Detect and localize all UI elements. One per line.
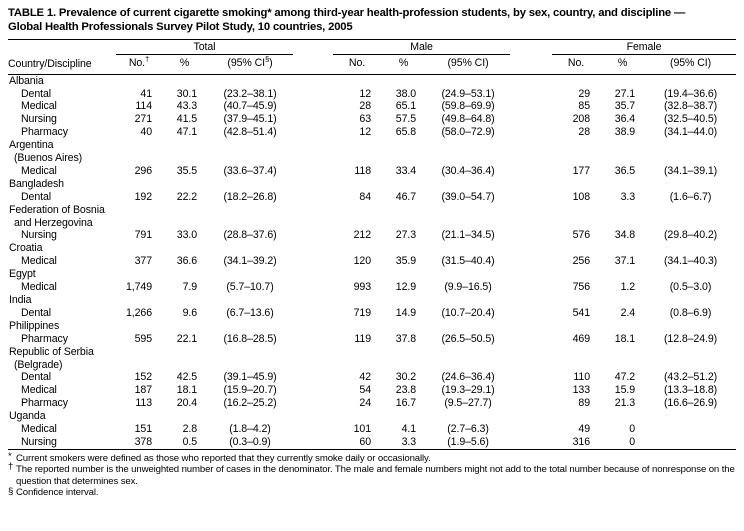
female-no: 541 xyxy=(572,306,591,319)
table-row xyxy=(8,165,736,178)
total-no: 378 xyxy=(134,435,152,448)
female-ci: (34.1–40.3) xyxy=(663,255,718,268)
prevalence-table xyxy=(8,40,736,449)
table-row-country-heading xyxy=(8,268,736,281)
row-gap-2 xyxy=(510,397,552,410)
female-ci: (43.2–51.2) xyxy=(663,371,718,384)
row-gap-2 xyxy=(510,384,552,397)
footnote xyxy=(8,461,736,487)
total-pct: 22.2 xyxy=(176,190,197,203)
male-ci: (59.8–69.9) xyxy=(441,100,495,113)
table-row xyxy=(8,281,736,294)
total-no: 41 xyxy=(140,87,152,100)
country-name: Philippines xyxy=(9,319,60,332)
discipline-name: Medical xyxy=(21,100,57,113)
row-gap-1 xyxy=(293,397,333,410)
male-no: 24 xyxy=(359,397,371,410)
row-gap-2 xyxy=(510,333,552,346)
female-ci: (32.8–38.7) xyxy=(663,100,718,113)
male-ci: (2.7–6.3) xyxy=(447,423,489,436)
country-heading-filler xyxy=(116,178,736,191)
female-ci: (0.5–3.0) xyxy=(669,281,712,294)
total-no: 296 xyxy=(134,164,152,177)
female-ci: (0.8–6.9) xyxy=(669,306,712,319)
table-row-country-heading xyxy=(8,359,736,372)
table-head xyxy=(8,40,736,75)
female-no: 469 xyxy=(572,332,591,345)
row-gap-2 xyxy=(510,423,552,436)
column-header-male-no: No. xyxy=(348,56,366,69)
row-gap-2 xyxy=(510,100,552,113)
discipline-name: Nursing xyxy=(21,435,57,448)
table-row xyxy=(8,307,736,320)
table-row xyxy=(8,423,736,436)
row-gap-2 xyxy=(510,371,552,384)
total-ci: (6.7–13.6) xyxy=(226,306,274,319)
male-pct: 16.7 xyxy=(395,397,416,410)
total-pct: 22.1 xyxy=(176,332,197,345)
group-header-female: Female xyxy=(552,40,736,55)
discipline-name: Pharmacy xyxy=(21,332,68,345)
country-name: Albania xyxy=(9,74,44,87)
total-pct: 43.3 xyxy=(176,100,197,113)
female-pct: 27.1 xyxy=(614,87,636,100)
country-name: Croatia xyxy=(9,242,43,255)
column-header-male-ci: (95% CI) xyxy=(447,56,489,69)
table-row-country-heading xyxy=(8,217,736,230)
discipline-name: Medical xyxy=(21,281,57,294)
total-pct: 9.6 xyxy=(182,306,197,319)
male-ci: (9.5–27.7) xyxy=(444,397,492,410)
total-ci-footnote-mark: § xyxy=(265,54,270,64)
table-row xyxy=(8,88,736,101)
total-no-text: No. xyxy=(128,56,146,69)
row-gap-1 xyxy=(293,165,333,178)
row-gap-2 xyxy=(510,126,552,139)
row-gap-1 xyxy=(293,423,333,436)
row-gap-2 xyxy=(510,191,552,204)
female-pct: 0 xyxy=(629,423,636,436)
table-row-country-heading xyxy=(8,346,736,359)
footnote-marker: § xyxy=(8,486,14,498)
total-no: 152 xyxy=(134,371,152,384)
table-row xyxy=(8,191,736,204)
total-no-footnote-mark: † xyxy=(145,54,150,64)
row-gap-1 xyxy=(293,113,333,126)
female-no: 316 xyxy=(572,435,591,448)
row-gap-2 xyxy=(510,307,552,320)
country-heading-filler xyxy=(116,346,736,359)
discipline-name: Nursing xyxy=(21,229,57,242)
country-heading-filler xyxy=(116,152,736,165)
total-ci: (34.1–39.2) xyxy=(223,255,277,268)
male-no: 42 xyxy=(359,371,371,384)
country-heading-filler xyxy=(116,410,736,423)
male-ci: (9.9–16.5) xyxy=(444,281,492,294)
male-no: 28 xyxy=(359,100,371,113)
total-ci: (5.7–10.7) xyxy=(226,281,274,294)
total-ci: (1.8–4.2) xyxy=(229,423,271,436)
total-no: 113 xyxy=(135,397,152,410)
footnotes xyxy=(8,450,736,499)
male-ci: (24.9–53.1) xyxy=(441,87,495,100)
male-ci: (39.0–54.7) xyxy=(441,190,495,203)
country-heading-filler xyxy=(116,204,736,217)
row-gap-1 xyxy=(293,88,333,101)
female-no: 49 xyxy=(578,423,591,436)
male-no: 212 xyxy=(353,229,371,242)
female-no: 85 xyxy=(578,100,591,113)
female-pct: 2.4 xyxy=(620,306,636,319)
total-ci-text: (95% CI xyxy=(227,56,265,69)
table-row-country-heading xyxy=(8,410,736,423)
total-pct: 41.5 xyxy=(176,113,197,126)
total-pct: 2.8 xyxy=(182,423,197,436)
female-pct: 36.5 xyxy=(614,164,636,177)
total-ci: (40.7–45.9) xyxy=(223,100,277,113)
total-pct: 20.4 xyxy=(176,397,197,410)
row-gap-2 xyxy=(510,88,552,101)
country-name: Argentina xyxy=(9,139,54,152)
country-name: Uganda xyxy=(9,410,46,423)
table-row xyxy=(8,397,736,410)
row-gap-2 xyxy=(510,229,552,242)
female-pct: 34.8 xyxy=(614,229,636,242)
male-pct: 23.8 xyxy=(395,384,416,397)
total-no: 187 xyxy=(134,384,152,397)
table-row xyxy=(8,100,736,113)
column-header-row xyxy=(8,54,736,71)
footnote xyxy=(8,487,736,498)
country-heading-filler xyxy=(116,268,736,281)
male-ci: (10.7–20.4) xyxy=(441,306,495,319)
discipline-name: Dental xyxy=(21,306,52,319)
table-row xyxy=(8,436,736,449)
female-pct: 15.9 xyxy=(614,384,636,397)
female-ci: (34.1–39.1) xyxy=(663,164,718,177)
male-no: 84 xyxy=(359,190,371,203)
total-ci: (0.3–0.9) xyxy=(229,435,271,448)
male-pct: 12.9 xyxy=(395,281,416,294)
female-no: 256 xyxy=(572,255,591,268)
male-no: 719 xyxy=(353,306,371,319)
male-pct: 38.0 xyxy=(395,87,416,100)
female-pct: 0 xyxy=(629,435,636,448)
male-ci: (19.3–29.1) xyxy=(441,384,495,397)
footnote-text: Current smokers were defined as those who reported that they currently smoke daily or occasionally. xyxy=(16,452,431,464)
total-ci-close: ) xyxy=(269,56,273,69)
total-no: 377 xyxy=(134,255,152,268)
total-pct: 42.5 xyxy=(176,371,197,384)
male-ci: (31.5–40.4) xyxy=(441,255,495,268)
column-header-total-pct: % xyxy=(179,56,190,69)
total-pct: 30.1 xyxy=(176,87,197,100)
female-pct: 36.4 xyxy=(614,113,636,126)
female-pct: 21.3 xyxy=(614,397,636,410)
male-no: 63 xyxy=(359,113,371,126)
group-gap-2 xyxy=(510,40,552,55)
female-no: 133 xyxy=(572,384,591,397)
table-row xyxy=(8,371,736,384)
table-row-country-heading xyxy=(8,320,736,333)
country-heading-filler xyxy=(116,242,736,255)
male-pct: 4.1 xyxy=(401,423,416,436)
male-pct: 37.8 xyxy=(395,332,416,345)
country-name: Bangladesh xyxy=(9,177,64,190)
row-gap-1 xyxy=(293,371,333,384)
female-pct: 38.9 xyxy=(614,126,636,139)
discipline-name: Dental xyxy=(21,371,52,384)
table-row-country-heading xyxy=(8,242,736,255)
group-header-total: Total xyxy=(116,40,293,55)
male-ci: (58.0–72.9) xyxy=(441,126,495,139)
table-row xyxy=(8,229,736,242)
row-gap-1 xyxy=(293,191,333,204)
male-pct: 3.3 xyxy=(401,435,416,448)
male-no: 54 xyxy=(359,384,371,397)
male-pct: 46.7 xyxy=(395,190,416,203)
country-name: and Herzegovina xyxy=(14,216,93,229)
total-ci: (42.8–51.4) xyxy=(223,126,277,139)
total-pct: 0.5 xyxy=(182,435,197,448)
total-ci: (15.9–20.7) xyxy=(223,384,277,397)
column-header-total-ci xyxy=(207,54,293,71)
total-no: 192 xyxy=(134,190,152,203)
country-heading-filler xyxy=(116,320,736,333)
column-header-male-pct: % xyxy=(398,56,409,69)
total-pct: 18.1 xyxy=(176,384,197,397)
male-pct: 27.3 xyxy=(395,229,416,242)
column-header-country-discipline: Country/Discipline xyxy=(8,57,92,70)
discipline-name: Dental xyxy=(21,190,52,203)
country-name: India xyxy=(9,294,32,306)
male-pct: 14.9 xyxy=(395,306,416,319)
male-ci: (26.5–50.5) xyxy=(441,332,495,345)
male-no: 993 xyxy=(353,281,371,294)
row-gap-2 xyxy=(510,113,552,126)
country-name: (Buenos Aires) xyxy=(14,152,83,165)
discipline-name: Pharmacy xyxy=(21,397,68,410)
table-row-country-heading xyxy=(8,294,736,307)
country-heading-filler xyxy=(116,294,736,307)
total-no: 1,266 xyxy=(125,306,152,319)
female-no: 756 xyxy=(572,281,591,294)
table-row-country-heading xyxy=(8,74,736,87)
total-ci: (16.8–28.5) xyxy=(223,332,277,345)
female-ci: (19.4–36.6) xyxy=(663,87,718,100)
male-no: 120 xyxy=(353,255,371,268)
total-ci: (33.6–37.4) xyxy=(223,164,277,177)
male-ci: (21.1–34.5) xyxy=(441,229,495,242)
total-ci: (23.2–38.1) xyxy=(223,87,277,100)
total-no: 271 xyxy=(134,113,152,126)
discipline-name: Medical xyxy=(21,423,57,436)
group-header-male: Male xyxy=(333,40,510,55)
female-no: 576 xyxy=(572,229,591,242)
row-gap-2 xyxy=(510,255,552,268)
table-row-country-heading xyxy=(8,178,736,191)
table-bottom-rule xyxy=(8,449,736,450)
male-no: 12 xyxy=(359,87,371,100)
female-ci: (12.8–24.9) xyxy=(663,332,718,345)
footnote-marker: † xyxy=(8,461,14,473)
country-name: Egypt xyxy=(9,268,36,281)
total-ci: (28.8–37.6) xyxy=(223,229,277,242)
table-title-line-2: Global Health Professionals Survey Pilot Study, 10 countries, 2005 xyxy=(8,21,353,34)
female-ci: (13.3–18.8) xyxy=(663,384,718,397)
male-ci: (24.6–36.4) xyxy=(441,371,495,384)
header-gap-2 xyxy=(510,54,552,71)
row-gap-1 xyxy=(293,384,333,397)
female-no: 28 xyxy=(578,126,591,139)
country-name: Republic of Serbia xyxy=(9,345,94,358)
table-row-country-heading xyxy=(8,152,736,165)
row-gap-1 xyxy=(293,126,333,139)
table-row xyxy=(8,333,736,346)
row-gap-1 xyxy=(293,255,333,268)
male-pct: 65.8 xyxy=(395,126,416,139)
row-gap-1 xyxy=(293,281,333,294)
total-pct: 7.9 xyxy=(182,281,197,294)
total-pct: 47.1 xyxy=(176,126,197,139)
male-pct: 30.2 xyxy=(395,371,416,384)
female-no: 29 xyxy=(578,87,591,100)
table-row xyxy=(8,126,736,139)
male-no: 60 xyxy=(359,435,371,448)
total-pct: 36.6 xyxy=(176,255,197,268)
column-header-total-no xyxy=(116,54,162,71)
discipline-name: Medical xyxy=(21,255,57,268)
male-no: 118 xyxy=(354,164,371,177)
row-gap-1 xyxy=(293,100,333,113)
table-row xyxy=(8,384,736,397)
country-heading-filler xyxy=(116,139,736,152)
total-no: 151 xyxy=(134,423,152,436)
table-row-country-heading xyxy=(8,139,736,152)
female-no: 208 xyxy=(572,113,591,126)
column-header-female-ci: (95% CI) xyxy=(670,56,712,69)
male-pct: 57.5 xyxy=(395,113,416,126)
female-pct: 47.2 xyxy=(614,371,636,384)
row-gap-2 xyxy=(510,436,552,449)
column-header-female-pct: % xyxy=(617,56,628,69)
discipline-name: Nursing xyxy=(21,113,57,126)
female-pct: 3.3 xyxy=(620,190,636,203)
male-ci: (1.9–5.6) xyxy=(447,435,489,448)
total-ci: (18.2–26.8) xyxy=(223,190,277,203)
discipline-name: Medical xyxy=(21,384,57,397)
total-no: 40 xyxy=(140,126,152,139)
country-heading-filler xyxy=(116,74,736,87)
total-no: 791 xyxy=(134,229,152,242)
row-gap-1 xyxy=(293,333,333,346)
male-no: 12 xyxy=(359,126,371,139)
male-pct: 33.4 xyxy=(395,164,416,177)
male-pct: 35.9 xyxy=(395,255,416,268)
table-row xyxy=(8,255,736,268)
footnote-text: Confidence interval. xyxy=(16,487,99,499)
row-gap-2 xyxy=(510,281,552,294)
total-pct: 35.5 xyxy=(176,164,197,177)
row-gap-1 xyxy=(293,307,333,320)
column-header-female-no: No. xyxy=(567,56,585,69)
group-header-spacer xyxy=(8,40,116,55)
country-heading-filler xyxy=(116,217,736,230)
header-gap-1 xyxy=(293,54,333,71)
total-pct: 33.0 xyxy=(176,229,197,242)
male-ci: (49.8–64.8) xyxy=(441,113,495,126)
row-gap-1 xyxy=(293,229,333,242)
country-name: Federation of Bosnia xyxy=(9,203,105,216)
table-row-country-heading xyxy=(8,204,736,217)
country-heading-filler xyxy=(116,359,736,372)
row-gap-1 xyxy=(293,436,333,449)
discipline-name: Pharmacy xyxy=(21,126,68,139)
female-no: 108 xyxy=(572,190,591,203)
discipline-name: Dental xyxy=(21,87,52,100)
female-ci: (32.5–40.5) xyxy=(663,113,718,126)
male-no: 119 xyxy=(354,332,371,345)
total-ci: (39.1–45.9) xyxy=(223,371,277,384)
country-name: (Belgrade) xyxy=(14,358,63,371)
table-body xyxy=(8,74,736,449)
female-ci: (29.8–40.2) xyxy=(663,229,718,242)
table-row xyxy=(8,113,736,126)
female-no: 110 xyxy=(573,371,591,384)
male-pct: 65.1 xyxy=(395,100,416,113)
female-ci xyxy=(645,423,736,436)
group-gap-1 xyxy=(293,40,333,55)
total-no: 1,749 xyxy=(125,281,152,294)
total-ci: (37.9–45.1) xyxy=(223,113,277,126)
footnote xyxy=(8,450,736,464)
table-title-line-1: TABLE 1. Prevalence of current cigarette smoking* among third-year health-profession students, by sex, country, and discipline — xyxy=(8,7,686,19)
female-pct: 35.7 xyxy=(614,100,636,113)
female-no: 89 xyxy=(578,397,591,410)
female-ci xyxy=(645,436,736,449)
female-pct: 1.2 xyxy=(620,281,636,294)
group-header-row xyxy=(8,40,736,55)
total-no: 114 xyxy=(135,100,152,113)
female-pct: 18.1 xyxy=(614,332,636,345)
discipline-name: Medical xyxy=(21,164,57,177)
footnote-text: The reported number is the unweighted number of cases in the denominator. The male and female numbers might not add to the total number because of nonresponse on the question that determines sex. xyxy=(16,464,735,487)
male-ci: (30.4–36.4) xyxy=(441,164,495,177)
total-no: 595 xyxy=(134,332,152,345)
footnote-marker: * xyxy=(8,450,12,462)
male-no: 101 xyxy=(353,423,371,436)
female-ci: (34.1–44.0) xyxy=(663,126,718,139)
female-pct: 37.1 xyxy=(614,255,636,268)
female-ci: (16.6–26.9) xyxy=(663,397,718,410)
row-gap-2 xyxy=(510,165,552,178)
female-no: 177 xyxy=(572,164,591,177)
total-ci: (16.2–25.2) xyxy=(223,397,277,410)
table-title xyxy=(8,6,736,35)
female-ci: (1.6–6.7) xyxy=(669,190,712,203)
